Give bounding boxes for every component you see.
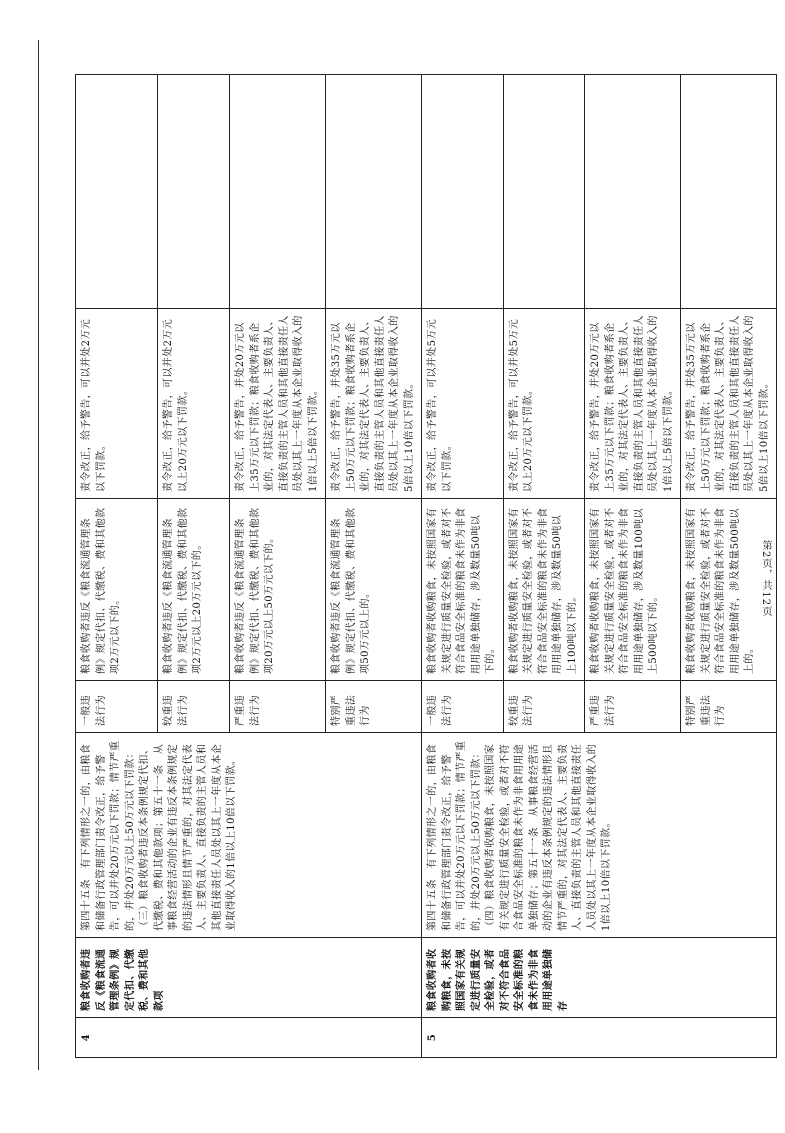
legal-basis: 第四十五条 有下列情形之一的，由粮食和储备行政管理部门责令改正，给予警告，可以并处20万元以下罚款；情节严重的，并处20万元以上50万元以下罚款：（四）粮食收购者收购粮食，未按照国家有关规定进行质量安全检验，或者对不符合食品安全标准的粮食未作为非食用用途单独储存；第五十一条 从事粮食经营活动的企业有违反本条例规定的违法情形且情节严重的，对其法定代表人、主要负责人、直接负责的主管人员和其他直接责任人员处以其上一年度从本企业取得收入的1倍以上10倍以下罚款。 xyxy=(422,733,777,938)
violation-level: 严重违法行为 xyxy=(230,681,326,733)
page-number: 第2页，共12页 xyxy=(760,540,771,618)
legal-basis: 第四十五条 有下列情形之一的，由粮食和储备行政管理部门责令改正，给予警告，可以并处20万元以下罚款；情节严重的，并处20万元以上50万元以下罚款：（三）粮食收购者违反本条例规定代扣、代缴税、费和其他款项；第五十一条 从事粮食经营活动的企业有违反本条例规定的违法情形且情节严重的，对其法定代表人、主要负责人、直接负责的主管人员和其他直接责任人员处以其上一年度从本企业取得收入的1倍以上10倍以下罚款。 xyxy=(76,733,422,938)
empty-cell xyxy=(585,75,681,309)
violation-fact: 粮食收购者收购粮食，未按照国家有关规定进行质量安全检验，或者对不符合食品安全标准的粮食未作为非食用用途单独储存，涉及数量100吨以上500吨以下的。 xyxy=(585,499,681,681)
penalty-standard: 责令改正，给予警告，可以并处2万元以下罚款。 xyxy=(76,309,158,499)
row-number: 4 xyxy=(76,1018,422,1058)
penalty-standard: 责令改正，给予警告，可以并处5万元以下罚款。 xyxy=(422,309,504,499)
violation-item: 粮食收购者违反《粮食流通管理条例》规定代扣、代缴税、费和其他款项 xyxy=(76,938,422,1018)
penalty-standard: 责令改正，给予警告，可以并处2万元以上20万元以下罚款。 xyxy=(158,309,230,499)
penalty-standard: 责令改正，给予警告，并处20万元以上35万元以下罚款；粮食收购者系企业的，对其法定代表人、主要负责人、直接负责的主管人员和其他直接责任人员处以其上一年度从本企业取得收入的1倍以上5倍以下罚款。 xyxy=(585,309,681,499)
empty-cell xyxy=(503,75,585,309)
empty-cell xyxy=(76,75,158,309)
violation-level: 特别严重违法行为 xyxy=(681,681,777,733)
table-row xyxy=(76,75,158,1058)
empty-cell xyxy=(326,75,422,309)
violation-fact: 粮食收购者违反《粮食流通管理条例》规定代扣、代缴税、费和其他款项2万元以下的。 xyxy=(76,499,158,681)
penalty-standard: 责令改正，给予警告，并处35万元以上50万元以下罚款；粮食收购者系企业的，对其法定代表人、主要负责人、直接负责的主管人员和其他直接责任人员处以其上一年度从本企业取得收入的5倍以上10倍以下罚款。 xyxy=(326,309,422,499)
violation-level: 特别严重违法行为 xyxy=(326,681,422,733)
violation-fact: 粮食收购者收购粮食，未按照国家有关规定进行质量安全检验，或者对不符合食品安全标准的粮食未作为非食用用途单独储存，涉及数量50吨以上100吨以下的。 xyxy=(503,499,585,681)
penalty-standard: 责令改正，给予警告，可以并处5万元以上20万元以下罚款。 xyxy=(503,309,585,499)
empty-cell xyxy=(681,75,777,309)
violation-item: 粮食收购者收购粮食，未按照国家有关规定进行质量安全检验，或者对不符合食品安全标准的粮食未作为非食用用途单独储存 xyxy=(422,938,777,1018)
empty-cell xyxy=(230,75,326,309)
empty-cell xyxy=(422,75,504,309)
violation-level: 较重违法行为 xyxy=(503,681,585,733)
violation-fact: 粮食收购者收购粮食，未按照国家有关规定进行质量安全检验，或者对不符合食品安全标准的粮食未作为非食用用途单独储存，涉及数量50吨以下的。 xyxy=(422,499,504,681)
penalty-standards-table xyxy=(75,74,777,1058)
table-row xyxy=(422,75,504,1058)
violation-level: 一般违法行为 xyxy=(422,681,504,733)
margin-rule xyxy=(38,40,39,1070)
violation-fact: 粮食收购者违反《粮食流通管理条例》规定代扣、代缴税、费和其他款项20万元以上50万元以下的。 xyxy=(230,499,326,681)
violation-level: 严重违法行为 xyxy=(585,681,681,733)
row-number: 5 xyxy=(422,1018,777,1058)
violation-level: 较重违法行为 xyxy=(158,681,230,733)
violation-level: 一般违法行为 xyxy=(76,681,158,733)
penalty-standard: 责令改正，给予警告，并处20万元以上35万元以下罚款；粮食收购者系企业的，对其法定代表人、主要负责人、直接负责的主管人员和其他直接责任人员处以其上一年度从本企业取得收入的1倍以上5倍以下罚款。 xyxy=(230,309,326,499)
violation-fact: 粮食收购者违反《粮食流通管理条例》规定代扣、代缴税、费和其他款项50万元以上的。 xyxy=(326,499,422,681)
penalty-standard: 责令改正，给予警告，并处35万元以上50万元以下罚款；粮食收购者系企业的，对其法定代表人、主要负责人、直接负责的主管人员和其他直接责任人员处以其上一年度从本企业取得收入的5倍以上10倍以下罚款。 xyxy=(681,309,777,499)
violation-fact: 粮食收购者收购粮食，未按照国家有关规定进行质量安全检验，或者对不符合食品安全标准的粮食未作为非食用用途单独储存，涉及数量500吨以上的。 xyxy=(681,499,777,681)
empty-cell xyxy=(158,75,230,309)
violation-fact: 粮食收购者违反《粮食流通管理条例》规定代扣、代缴税、费和其他款项2万元以上20万元以下的。 xyxy=(158,499,230,681)
